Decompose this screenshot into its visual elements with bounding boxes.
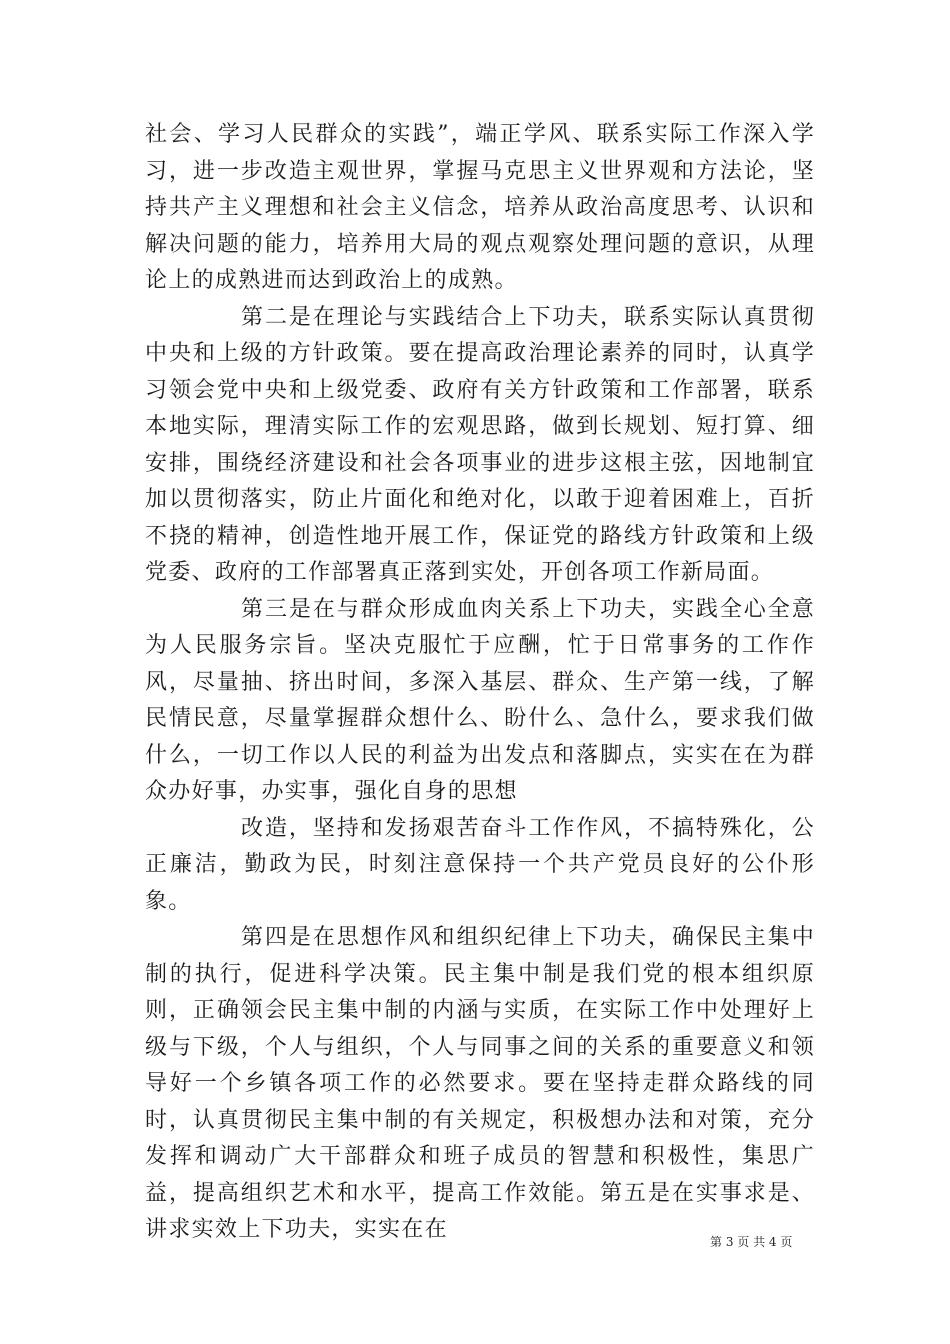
paragraph-3: 第三是在与群众形成血肉关系上下功夫，实践全心全意为人民服务宗旨。坚决克服忙于应酬，忙于日常事务的工作作风，尽量抽、挤出时间，多深入基层、群众、生产第一线，了解民情民意，尽量掌握群众想什么、盼什么、急什么，要求我们做什么，一切工作以人民的利益为出发点和落脚点，实实在在为群众办好事，办实事，强化自身的思想 [145, 596, 815, 804]
paragraph-1: 社会、学习人民群众的实践”，端正学风、联系实际工作深入学习，进一步改造主观世界，掌握马克思主义世界观和方法论，坚持共产主义理想和社会主义信念，培养从政治高度思考、认识和解决问题的能力，培养用大局的观点观察处理问题的意识，从理论上的成熟进而达到政治上的成熟。 [145, 122, 815, 293]
paragraph-5: 第四是在思想作风和组织纪律上下功夫，确保民主集中制的执行，促进科学决策。民主集中制是我们党的根本组织原则，正确领会民主集中制的内涵与实质，在实际工作中处理好上级与下级，个人与组织，个人与同事之间的关系的重要意义和领导好一个乡镇各项工作的必然要求。要在坚持走群众路线的同时，认真贯彻民主集中制的有关规定，积极想办法和对策，充分发挥和调动广大干部群众和班子成员的智慧和积极性，集思广益，提高组织艺术和水平，提高工作效能。第五是在实事求是、讲求实效上下功夫，实实在在 [145, 925, 815, 1242]
paragraph-4: 改造，坚持和发扬艰苦奋斗工作作风，不搞特殊化，公正廉洁，勤政为民，时刻注意保持一个共产党员良好的公仆形象。 [145, 815, 815, 914]
page-number-footer: 第 3 页 共 4 页 [710, 1235, 793, 1249]
document-body [145, 117, 815, 1249]
paragraph-2: 第二是在理论与实践结合上下功夫，联系实际认真贯彻中央和上级的方针政策。要在提高政治理论素养的同时，认真学习领会党中央和上级党委、政府有关方针政策和工作部署，联系本地实际，理清实际工作的宏观思路，做到长规划、短打算、细安排，围绕经济建设和社会各项事业的进步这根主弦，因地制宜加以贯彻落实，防止片面化和绝对化，以敢于迎着困难上，百折不挠的精神，创造性地开展工作，保证党的路线方针政策和上级党委、政府的工作部署真正落到实处，开创各项工作新局面。 [145, 304, 815, 585]
